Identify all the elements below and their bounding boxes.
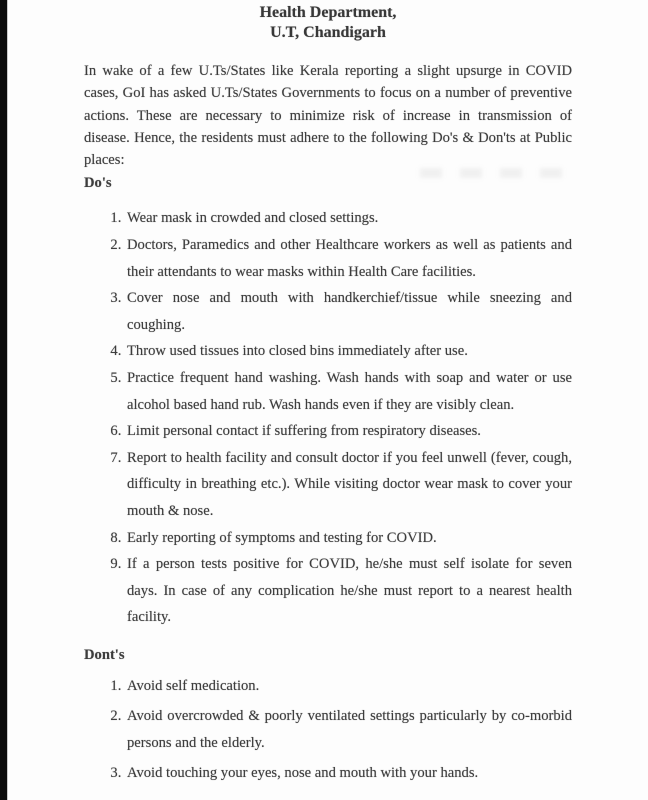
donts-heading: Dont's xyxy=(84,646,125,663)
document-page xyxy=(84,0,572,790)
list-item: 3. Avoid touching your eyes, nose and mouth with your hands. xyxy=(125,760,572,787)
intro-paragraph: In wake of a few U.Ts/States like Kerala reporting a slight upsurge in COVID cases, GoI has asked U.Ts/States Governments to focus on a number of preventive actions. These are necessary to minimize risk of increase in transmission of disease. Hence, the residents must adhere to the following Do's & Don'ts at Public places: xyxy=(84,63,572,169)
list-item: 1. Avoid self medication. xyxy=(125,673,572,700)
donts-list xyxy=(84,673,572,787)
list-item: 4. Throw used tissues into closed bins immediately after use. xyxy=(125,338,572,365)
page-title-line1: Health Department, xyxy=(259,4,397,21)
list-item: 7. Report to health facility and consult doctor if you feel unwell (fever, cough, difficulty in breathing etc.). While visiting doctor wear mask to cover your mouth & nose. xyxy=(125,445,572,525)
dos-heading: Do's xyxy=(84,175,112,192)
page-title xyxy=(84,0,572,43)
list-item: 2. Avoid overcrowded & poorly ventilated settings particularly by co-morbid persons and the elderly. xyxy=(125,703,572,757)
dos-list xyxy=(84,205,572,631)
list-item: 5. Practice frequent hand washing. Wash hands with soap and water or use alcohol based hand rub. Wash hands even if they are visibly clean. xyxy=(125,365,572,418)
scan-edge-bar xyxy=(0,0,8,800)
page-title-line2: U.T, Chandigarh xyxy=(270,24,386,41)
list-item: 3. Cover nose and mouth with handkerchief/tissue while sneezing and coughing. xyxy=(125,285,572,338)
list-item: 6. Limit personal contact if suffering from respiratory diseases. xyxy=(125,418,572,445)
list-item: 2. Doctors, Paramedics and other Healthcare workers as well as patients and their attendants to wear masks within Health Care facilities. xyxy=(125,232,572,285)
list-item: 9. If a person tests positive for COVID, he/she must self isolate for seven days. In case of any complication he/she must report to a nearest health facility. xyxy=(125,551,572,631)
list-item: 1. Wear mask in crowded and closed settings. xyxy=(125,205,572,232)
list-item: 8. Early reporting of symptoms and testing for COVID. xyxy=(125,525,572,552)
